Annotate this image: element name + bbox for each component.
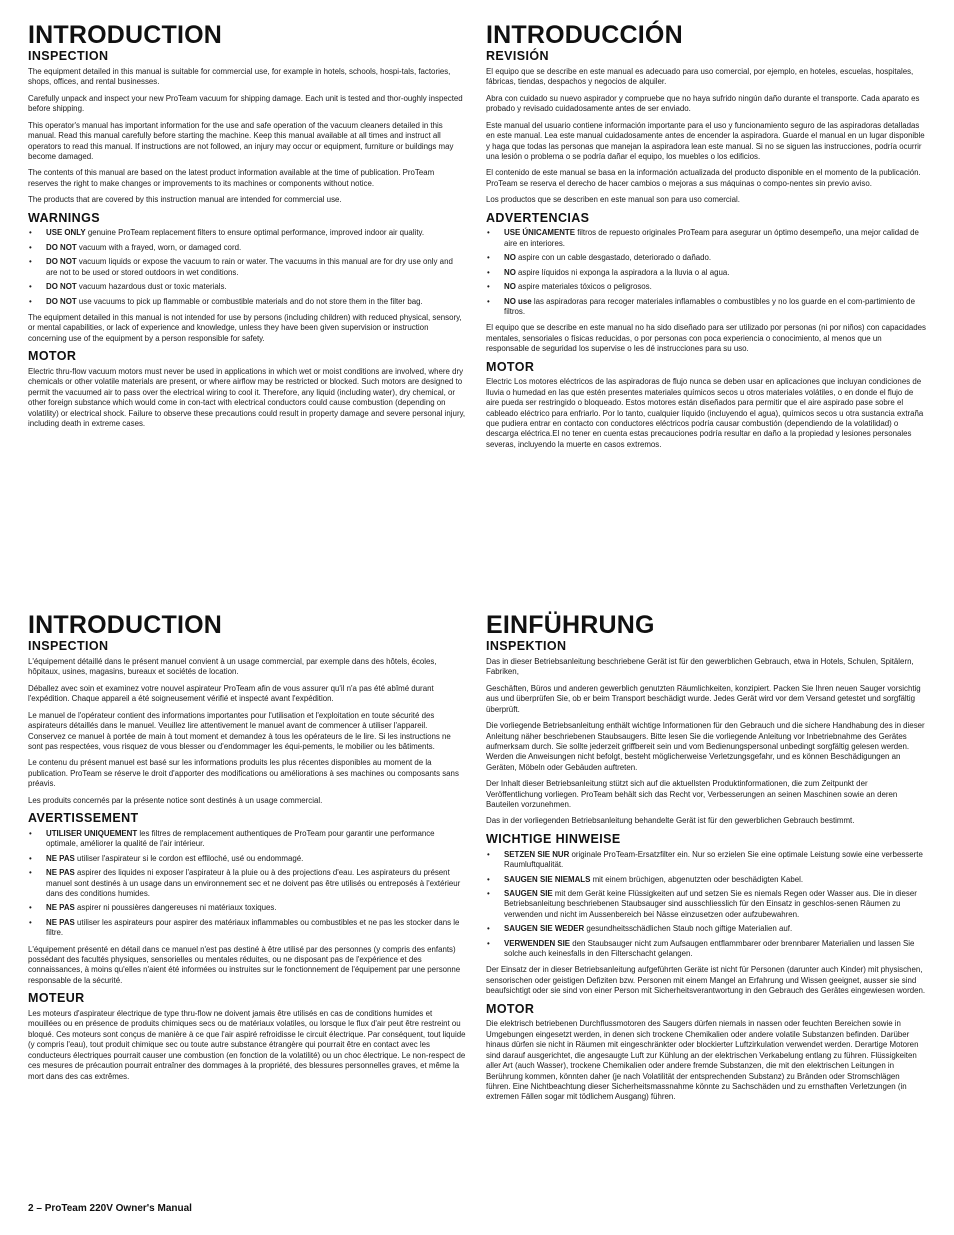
warning-item: • NO aspire materiales tóxicos o peligrosos. (486, 282, 926, 292)
paragraph: Der Inhalt dieser Betriebsanleitung stützt sich auf die aktuellsten Produktinformationen, die zum Zeitpunkt der Veröffentlichung vorliegen. ProTeam behält sich das Recht vor, Verbesserungen an seinen Maschinen sowie an deren Bauteilen vorzunehmen. (486, 779, 898, 810)
paragraph: El equipo que se describe en este manual no ha sido diseñado para ser utilizado por personas (ni por niños) con capacidades mentales, sensoriales o físicas reducidas, o por personas con poca experiencia o conocimiento, al menos que un responsable de seguridad los supervise o les dé instrucciones para su uso. (486, 323, 926, 354)
warning-item: • USE ÚNICAMENTE filtros de repuesto originales ProTeam para asegurar un óptimo desempeño, una mejor calidad de aire en interiores. (486, 228, 926, 249)
paragraph: The products that are covered by this instruction manual are intended for commercial use. (28, 195, 342, 205)
motor-heading: MOTOR (486, 1001, 535, 1016)
paragraph: Die elektrisch betriebenen Durchflussmotoren des Saugers dürfen niemals in nassen oder feuchten Bereichen sowie in Umgebungen eingesetzt werden, in denen sich trockene Chemikalien oder andere volatile Substanzen befinden. Darüber hinaus dürfen sie nicht in Räumen mit eingeschränkter oder blockierter Luftzirkulation verwendet werden. Derartige Motoren sind darauf ausgerichtet, die angesaugte Luft zur Kühlung an der elektrischen Verkabelung entlang zu führen. Flüssigkeiten aller Art (auch Wasser), trockene Chemikalien oder andere fremde Substanzen, die mit den elektrischen Leitungen in Berührung kommen, könnten daher (je nach Volatilität der entsprechenden Substanz) zu Bränden oder Stromschlägen führen. Eine Nichtbeachtung dieser Sicherheitsmassnahme könnte zu Sachschäden und zu ernsthaften Verletzungen (in extremen Fällen sogar mit tödlichem Ausgang) führen. (486, 1019, 919, 1102)
paragraph: Los productos que se describen en este manual son para uso comercial. (486, 195, 740, 205)
motor-heading: MOTOR (486, 359, 535, 374)
paragraph: L'équipement détaillé dans le présent manuel convient à un usage commercial, par exemple dans des hôtels, écoles, hôpitaux, usines, magasins, bureaux et sociétés de location. (28, 657, 437, 677)
paragraph: Déballez avec soin et examinez votre nouvel aspirateur ProTeam afin de vous assurer qu'il n'a pas été abîmé durant l'expédition. Chaque appareil a été soigneusement vérifié et inspecté avant l'expédition. (28, 683, 434, 704)
paragraph: Die vorliegende Betriebsanleitung enthält wichtige Informationen für den Gebrauch und die sichere Handhabung des in dieser Anleitung näher beschriebenen Staubsaugers. Bitte lesen Sie die vorliegende Anleitung vor Inbetriebnahme des Gerätes aufmerksam durch. Sie sollte jederzeit griffbereit sein und vom Bedienungspersonal unbedingt sorgfältig gelesen werden. Werden die Anweisungen nicht befolgt, besteht möglicherweise Verletzungsgefahr, und es können Beschädigungen an Geräten, Möbeln oder Gebäuden auftreten. (486, 721, 925, 772)
warning-item: • DO NOT vacuum hazardous dust or toxic materials. (28, 282, 466, 292)
paragraph: El contenido de este manual se basa en la información actualizada del producto disponible en el momento de la publicación. ProTeam se reserva el derecho de hacer cambios o mejoras a sus máquinas o compo-nentes sin previo aviso. (486, 168, 921, 188)
paragraph: This operator's manual has important information for the use and safe operation of the vacuum cleaners detailed in this manual. Read this manual carefully before starting the machine. Keep this manual available at all times and instruct all operators to read this manual. If instructions are not followed, an injury may occur or equipment, furniture or buildings may become damaged. (28, 120, 454, 161)
paragraph: Le manuel de l'opérateur contient des informations importantes pour l'utilisation et l'exploitation en toute sécurité des aspirateurs détaillés dans le manuel. Veuillez lire attentivement le manuel avant de commencer à utiliser l'appareil. Conservez ce manuel à portée de main à tout moment et demandez à tous les opérateurs de le lire. Si les instructions ne sont pas respectées, vous risquez de vous blesser ou d'endommager les équi-pements, le mobilier ou les bâtiments. (28, 710, 451, 751)
paragraph: Geschäften, Büros und anderen gewerblich genutzten Räumlichkeiten, konzipiert. Packen Sie Ihren neuen Sauger vorsichtig aus und überprüfen Sie, ob er beim Transport beschädigt wurde. Jedes Gerät wird vor dem Versand getestet und sorgfältig überprüft. (486, 683, 921, 714)
motor-heading: MOTOR (28, 349, 77, 364)
warnings-heading: WARNINGS (28, 210, 100, 225)
warning-item: • UTILISER UNIQUEMENT les filtres de remplacement authentiques de ProTeam pour garantir une performance optimale, améliorer la qualité de l'air intérieur. (28, 829, 466, 850)
warning-item: • NO aspire con un cable desgastado, deteriorado o dañado. (486, 253, 926, 263)
warning-item: • DO NOT vacuum liquids or expose the vacuum to rain or water. The vacuums in this manual are for dry use only and are not to be used or stored outdoors in wet conditions. (28, 257, 466, 278)
warning-item: • SAUGEN SIE NIEMALS mit einem brüchigen, abgenutzten oder beschädigten Kabel. (486, 875, 926, 885)
warning-item: • NE PAS utiliser les aspirateurs pour aspirer des matériaux inflammables ou combustibles et ne pas les stocker dans le filtre. (28, 918, 466, 939)
warning-item: • NO aspire líquidos ni exponga la aspiradora a la lluvia o al agua. (486, 268, 926, 278)
section-spanish (486, 22, 926, 456)
motor-heading: MOTEUR (28, 991, 85, 1006)
warning-item: • NO use las aspiradoras para recoger materiales inflamables o combustibles y no los guarde en el com-partimiento de filtros. (486, 297, 926, 318)
paragraph: Das in dieser Betriebsanleitung beschriebene Gerät ist für den gewerblichen Gebrauch, etwa in Hotels, Schulen, Spitälern, Fabriken, (486, 657, 914, 677)
warnings-list (486, 228, 926, 317)
warning-item: • NE PAS aspirer ni poussières dangereuses ni matériaux toxiques. (28, 903, 466, 913)
warning-item: • SAUGEN SIE WEDER gesundheitsschädlichen Staub noch giftige Materialien auf. (486, 924, 926, 934)
warnings-heading: WICHTIGE HINWEISE (486, 831, 621, 846)
paragraph: Le contenu du présent manuel est basé sur les informations produits les plus récentes disponibles au moment de la publication. ProTeam se réserve le droit d'apporter des modifications ou améliorations à ses machines ou composants sans préavis. (28, 758, 459, 789)
section-french (28, 612, 466, 1088)
paragraph: L'équipement présenté en détail dans ce manuel n'est pas destiné à être utilisé par des personnes (y compris des enfants) possédant des facultés physiques, sensorielles ou mentales réduites, ou ne disposant pas de l'expérience et des connaissances, à moins qu'elles n'aient été informées ou instruites sur le fonctionnement de l'équipement par une personne responsable de la sécurité. (28, 944, 461, 985)
warning-item: • VERWENDEN SIE den Staubsauger nicht zum Aufsaugen entflammbarer oder brennbarer Materialien und lassen Sie solche auch keinesfalls in den Filterschacht gelangen. (486, 939, 926, 960)
section-german (486, 612, 926, 1109)
warnings-list (28, 228, 466, 307)
manual-title: ProTeam 220V Owner's Manual (44, 1203, 192, 1214)
page-number: 2 (28, 1203, 34, 1214)
section-title: INTRODUCTION (28, 611, 223, 639)
warnings-list (28, 829, 466, 939)
paragraph: The equipment detailed in this manual is suitable for commercial use, for example in hotels, schools, hospi-tals, factories, shops, offices, and rental businesses. (28, 67, 451, 87)
inspection-heading: INSPEKTION (486, 639, 567, 654)
section-title: INTRODUCTION (28, 21, 223, 49)
paragraph: Les produits concernés par la présente notice sont destinés à un usage commercial. (28, 795, 323, 805)
warnings-heading: AVERTISSEMENT (28, 811, 139, 826)
paragraph: El equipo que se describe en este manual es adecuado para uso comercial, por ejemplo, en hoteles, escuelas, hospitales, fábricas, tiendas, despachos y negocios de alquiler. (486, 67, 914, 87)
paragraph: Electric Los motores eléctricos de las aspiradoras de flujo nunca se deben usar en aplicaciones que incluyan condiciones de lluvia o humedad en las que estén presentes materiales químicos secos u otros materiales volátiles, o en donde el flujo de aire pueda ser restringido o bloqueado. Estos motores están diseñados para permitir que el aire aspirado pase sobre el cableado eléctrico para enfriarlo. Por lo tanto, cualquier líquido (incluyendo el agua), químicos secos u otra sustancia extraña que pudiera entrar en contacto con conductores eléctricos podría causar combustión (dependiendo de la volatilidad) o descarga eléctrica.El no tener en cuenta estas precauciones podría resultar en daño a la propiedad y lesiones personales severas, incluyendo la muerte en casos extremos. (486, 377, 924, 449)
paragraph: Der Einsatz der in dieser Betriebsanleitung aufgeführten Geräte ist nicht für Personen (darunter auch Kinder) mit physischen, sensorischen oder geistigen Defiziten bzw. Personen mit einem Mangel an Erfahrung und Wissen geeignet, ausser sie sind beaufsichtigt oder sie sind von einer Person mit Sicherheitsverantwortung in den Gebrauch des Gerätes eingewiesen worden. (486, 965, 926, 996)
warning-item: • NE PAS utiliser l'aspirateur si le cordon est effiloché, usé ou endommagé. (28, 854, 466, 864)
section-english (28, 22, 466, 435)
warning-item: • SETZEN SIE NUR originale ProTeam-Ersatzfilter ein. Nur so erzielen Sie eine optimale Leistung sowie eine verbesserte Raumluftqualität. (486, 850, 926, 871)
warning-item: • DO NOT use vacuums to pick up flammable or combustible materials and do not store them in the filter bag. (28, 297, 466, 307)
paragraph: The contents of this manual are based on the latest product information available at the time of publication. ProTeam reserves the right to make changes or improvements to its machines or components without notice. (28, 168, 435, 188)
warning-item: • DO NOT vacuum with a frayed, worn, or damaged cord. (28, 243, 466, 253)
inspection-heading: INSPECTION (28, 639, 109, 654)
section-title: EINFÜHRUNG (486, 611, 655, 639)
paragraph: The equipment detailed in this manual is not intended for use by persons (including children) with reduced physical, sensory, or mental capabilities, or lack of experience and knowledge, unless they have been given supervision or instruction concerning use of the equipment by a person responsible for safety. (28, 312, 462, 343)
paragraph: Les moteurs d'aspirateur électrique de type thru-flow ne doivent jamais être utilisés en cas de conditions humides et mouillées ou en présence de produits chimiques secs ou de matériaux volatiles, ou lorsque le flux d'air peut être restreint ou bloqué. Ces moteurs sont conçus de manière à ce que l'air aspiré refroidisse le circuit électrique. Par conséquent, tout liquide (y compris l'eau), tout produit chimique sec ou toute autre substance étrangère qui pourrait être en contact avec les conducteurs électriques pourrait causer une combustion (en fonction de la volatilité) ou un choc électrique. Le non-respect de ces mesures de précaution pourrait entraîner des dommages à la propriété, des blessures personnelles graves, et même la mort dans des cas extrêmes. (28, 1009, 466, 1081)
page-footer (28, 1203, 192, 1214)
footer-separator: – (36, 1203, 42, 1214)
warnings-heading: ADVERTENCIAS (486, 210, 590, 225)
warning-item: • NE PAS aspirer des liquides ni exposer l'aspirateur à la pluie ou à des projections d'eau. Les aspirateurs du présent manuel sont destinés à un usage dans un environnement sec et ne doivent pas être utilisés ou entreposés à l'extérieur dans des conditions humides. (28, 868, 466, 899)
warning-item: • USE ONLY genuine ProTeam replacement filters to ensure optimal performance, improved indoor air quality. (28, 228, 466, 238)
section-title: INTRODUCCIÓN (486, 21, 683, 49)
warnings-list (486, 850, 926, 960)
paragraph: Das in der vorliegenden Betriebsanleitung behandelte Gerät ist für den gewerblichen Gebrauch bestimmt. (486, 816, 855, 826)
paragraph: Electric thru-flow vacuum motors must never be used in applications in which wet or moist conditions are involved, where dry chemicals or other volatile materials are present, or where airflow may be restricted or blocked. Such motors are designed to permit the vacuumed air to pass over the electrical wiring to cool it. Therefore, any liquid (including water), dry chemical, or other foreign substance which would come in con-tact with electrical conductors could cause combustion (depending on volatility) or electrical shock. Failure to observe these precautions could result in property damage and severe personal injury, including death in extreme cases. (28, 366, 466, 429)
inspection-heading: REVISIÓN (486, 49, 549, 64)
paragraph: Abra con cuidado su nuevo aspirador y compruebe que no haya sufrido ningún daño durante el transporte. Cada aparato es probado y revisado cuidadosamente antes de ser enviado. (486, 93, 920, 114)
paragraph: Carefully unpack and inspect your new ProTeam vacuum for shipping damage. Each unit is tested and thor-oughly inspected before shipping. (28, 93, 463, 114)
paragraph: Este manual del usuario contiene información importante para el uso y funcionamiento seguro de las aspiradoras detalladas en este manual. Lea este manual cuidadosamente antes de encender la aspiradora. Guarde el manual en un lugar disponible y haga que todas las personas que manejan la aspiradora lean este manual. Si no se siguen las instrucciones, podría ocurrir una lesión o problema o se podría dañar el equipo, los muebles o los edificios. (486, 120, 925, 161)
warning-item: • SAUGEN SIE mit dem Gerät keine Flüssigkeiten auf und setzen Sie es niemals Regen oder Wasser aus. Die in dieser Betriebsanleitung beschriebenen Staubsauger sind ausschliesslich für den Einsatz in geschlos-senen Räumen zu verwenden und nicht im Aussenbereich bei Nässe einzusetzen oder aufzubewahren. (486, 889, 926, 920)
inspection-heading: INSPECTION (28, 49, 109, 64)
